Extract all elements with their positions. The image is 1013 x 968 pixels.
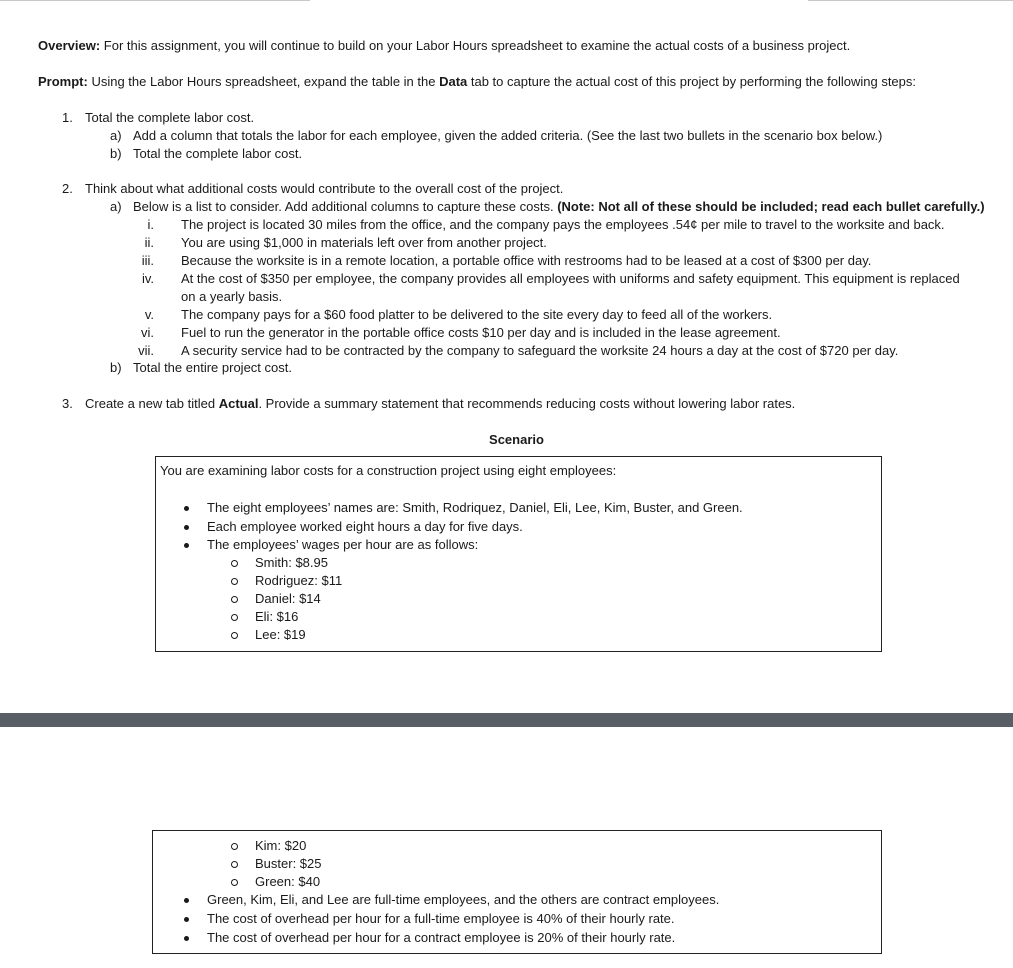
bullet-icon	[184, 917, 189, 922]
scenario-bullet: Each employee worked eight hours a day for five days.	[207, 519, 523, 534]
step1-text: Total the complete labor cost.	[85, 110, 255, 125]
cost-item-text: Because the worksite is in a remote location, a portable office with restrooms had to be leased at a cost of $300 per day.	[181, 253, 872, 268]
step1-b-marker: b)	[110, 146, 122, 161]
page-break-divider	[0, 713, 1013, 727]
cost-item-marker: iv.	[141, 271, 154, 286]
cost-item-marker: vii.	[138, 343, 154, 358]
prompt-label: Prompt:	[38, 74, 88, 89]
step1-a-marker: a)	[110, 128, 122, 143]
scenario-bullet: Green, Kim, Eli, and Lee are full-time employees, and the others are contract employees.	[207, 892, 720, 907]
cost-item-text: The project is located 30 miles from the office, and the company pays the employees .54¢ per mile to travel to the worksite and back.	[181, 217, 945, 232]
scenario-bullet: The cost of overhead per hour for a contract employee is 20% of their hourly rate.	[207, 930, 676, 945]
cost-item-text-continued: on a yearly basis.	[181, 289, 283, 304]
step2-a-note: (Note: Not all of these should be included; read each bullet carefully.)	[557, 199, 985, 214]
wage-item: Eli: $16	[255, 609, 299, 624]
step3-paragraph	[85, 395, 795, 413]
scenario-bullet: The eight employees’ names are: Smith, Rodriquez, Daniel, Eli, Lee, Kim, Buster, and Green.	[207, 500, 743, 515]
step2-a-text: Below is a list to consider. Add additional columns to capture these costs.	[133, 199, 558, 214]
overview-paragraph	[38, 37, 850, 55]
step2-b-text: Total the entire project cost.	[133, 360, 292, 375]
wage-item: Daniel: $14	[255, 591, 321, 606]
step3-number: 3.	[62, 396, 73, 411]
step1-b-text: Total the complete labor cost.	[133, 146, 303, 161]
step3-text-before: Create a new tab titled	[85, 396, 219, 411]
step2-number: 2.	[62, 181, 73, 196]
scenario-heading	[0, 431, 1013, 449]
step2-a-paragraph	[133, 198, 985, 216]
page-top-border-left	[0, 0, 310, 1]
scenario-bullet: The employees’ wages per hour are as follows:	[207, 537, 479, 552]
sub-bullet-circle-icon	[231, 596, 238, 603]
step1-a-text: Add a column that totals the labor for each employee, given the added criteria. (See the last two bullets in the scenario box below.)	[133, 128, 883, 143]
bullet-icon	[184, 898, 189, 903]
step3-text-after: . Provide a summary statement that recommends reducing costs without lowering labor rates.	[258, 396, 796, 411]
prompt-data-tab: Data	[439, 74, 468, 89]
scenario-bullet: The cost of overhead per hour for a full-time employee is 40% of their hourly rate.	[207, 911, 675, 926]
cost-item-marker: v.	[144, 307, 154, 322]
sub-bullet-circle-icon	[231, 861, 238, 868]
prompt-text-after: tab to capture the actual cost of this project by performing the following steps:	[467, 74, 917, 89]
prompt-text-before: Using the Labor Hours spreadsheet, expand the table in the	[87, 74, 440, 89]
step1-number: 1.	[62, 110, 73, 125]
cost-item-marker: vi.	[141, 325, 154, 340]
wage-item: Smith: $8.95	[255, 555, 328, 570]
cost-item-text: You are using $1,000 in materials left over from another project.	[181, 235, 547, 250]
sub-bullet-circle-icon	[231, 632, 238, 639]
scenario-intro: You are examining labor costs for a construction project using eight employees:	[160, 463, 617, 478]
cost-item-text: At the cost of $350 per employee, the company provides all employees with uniforms and safety equipment. This equipment is replaced	[181, 271, 960, 286]
wage-item: Rodriguez: $11	[255, 573, 343, 588]
bullet-icon	[184, 506, 189, 511]
wage-item: Buster: $25	[255, 856, 322, 871]
wage-item: Lee: $19	[255, 627, 306, 642]
cost-item-marker: ii.	[144, 235, 154, 250]
cost-item-marker: iii.	[141, 253, 154, 268]
cost-item-text: Fuel to run the generator in the portable office costs $10 per day and is included in the lease agreement.	[181, 325, 781, 340]
overview-text: For this assignment, you will continue to build on your Labor Hours spreadsheet to examine the actual costs of a business project.	[100, 38, 851, 53]
wage-item: Kim: $20	[255, 838, 307, 853]
bullet-icon	[184, 525, 189, 530]
sub-bullet-circle-icon	[231, 578, 238, 585]
sub-bullet-circle-icon	[231, 843, 238, 850]
step3-tab-name: Actual	[218, 396, 259, 411]
cost-item-marker: i.	[147, 217, 154, 232]
scenario-heading-text: Scenario	[489, 432, 544, 447]
step2-text: Think about what additional costs would contribute to the overall cost of the project.	[85, 181, 564, 196]
bullet-icon	[184, 936, 189, 941]
sub-bullet-circle-icon	[231, 614, 238, 621]
sub-bullet-circle-icon	[231, 560, 238, 567]
bullet-icon	[184, 543, 189, 548]
page-top-border-right	[808, 0, 1013, 1]
step2-a-marker: a)	[110, 199, 122, 214]
cost-item-text: A security service had to be contracted by the company to safeguard the worksite 24 hours a day at the cost of $720 per day.	[181, 343, 899, 358]
cost-item-text: The company pays for a $60 food platter to be delivered to the site every day to feed all of the workers.	[181, 307, 773, 322]
step2-b-marker: b)	[110, 360, 122, 375]
sub-bullet-circle-icon	[231, 879, 238, 886]
overview-label: Overview:	[38, 38, 101, 53]
prompt-paragraph	[38, 73, 916, 91]
wage-item: Green: $40	[255, 874, 321, 889]
